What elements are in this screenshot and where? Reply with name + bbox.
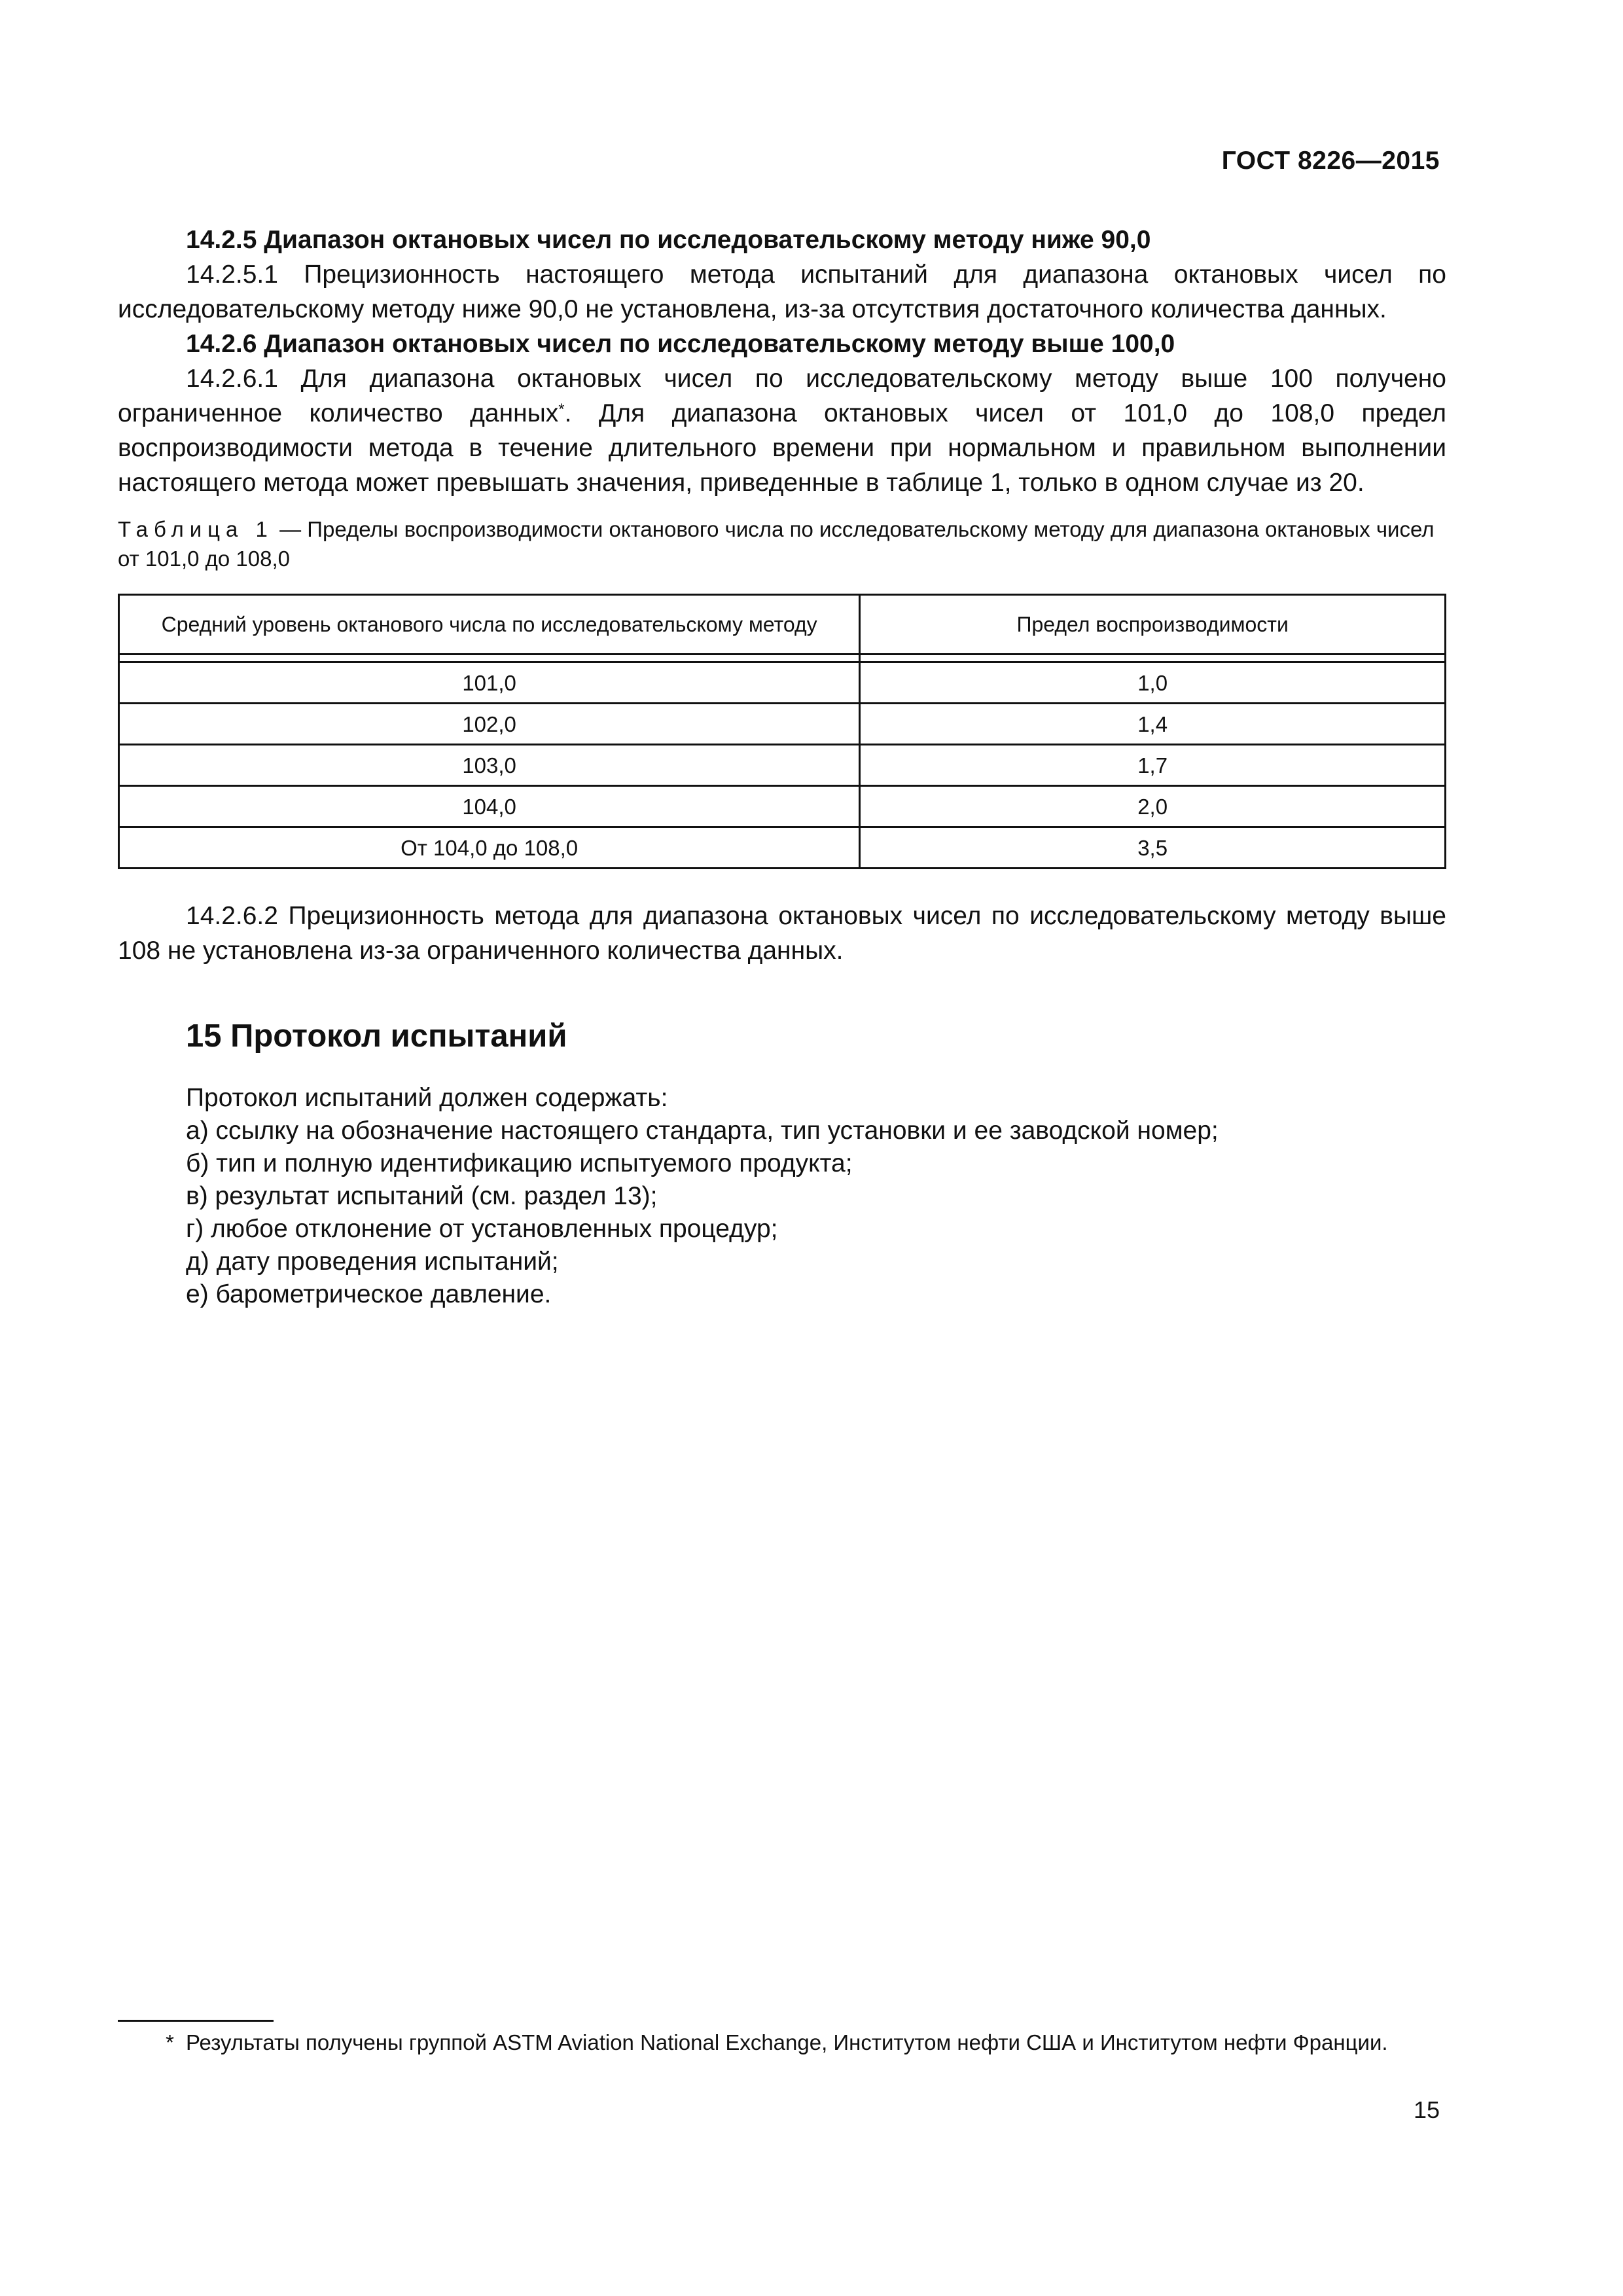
table-row: [119, 786, 1446, 827]
paragraph-14-2-6-1: [118, 361, 1446, 500]
table-row: [119, 704, 1446, 745]
footnote-divider: [118, 2020, 274, 2022]
table-cell-limit: 1,7: [860, 745, 1446, 786]
paragraph-14-2-6-2: 14.2.6.2 Прецизионность метода для диапазона октановых чисел по исследовательскому методу выше 108 не установлена из-за ограниченного количества данных.: [118, 902, 1446, 965]
table-cell-limit: 1,0: [860, 662, 1446, 704]
footnote: [118, 2028, 1446, 2057]
column-header-reproducibility: Предел воспроизводимости: [860, 595, 1446, 655]
paragraph-14-2-6-1-part-a: 14.2.6.1 Для диапазона октановых чисел по исследовательскому методу выше 100 получено ограниченное количество данных: [118, 365, 1446, 427]
heading-14-2-6: 14.2.6 Диапазон октановых чисел по исследовательскому методу выше 100,0: [186, 330, 1175, 358]
table-cell-limit: 1,4: [860, 704, 1446, 745]
footnote-reference[interactable]: *: [558, 401, 565, 418]
reproducibility-table: [118, 594, 1446, 869]
table-row: [119, 662, 1446, 704]
table-row: [119, 745, 1446, 786]
table-caption-text: — Пределы воспроизводимости октанового числа по исследовательскому методу для диапазона октановых чисел от 101,0 до 108,0: [118, 517, 1435, 571]
table-cell-mean: 103,0: [119, 745, 860, 786]
list-item: е) барометрическое давление.: [186, 1280, 552, 1308]
list-item: а) ссылку на обозначение настоящего стандарта, тип установки и ее заводской номер;: [186, 1117, 1219, 1145]
table-cell-mean: 102,0: [119, 704, 860, 745]
page-content: [118, 223, 1446, 1311]
heading-14-2-5: 14.2.5 Диапазон октановых чисел по исследовательскому методу ниже 90,0: [186, 226, 1151, 254]
table-caption: [118, 514, 1446, 573]
page-header: [0, 147, 1623, 186]
protocol-list: [186, 1082, 1446, 1311]
page-number: 15: [1413, 2096, 1440, 2123]
column-header-mean-octane: Средний уровень октанового числа по исследовательскому методу: [119, 595, 860, 655]
table-caption-label: Таблица 1: [118, 517, 274, 541]
table-cell-mean: 101,0: [119, 662, 860, 704]
table-cell-limit: 2,0: [860, 786, 1446, 827]
table-cell-limit: 3,5: [860, 827, 1446, 869]
list-item: б) тип и полную идентификацию испытуемого продукта;: [186, 1149, 853, 1177]
paragraph-14-2-6-1-part-b: . Для диапазона октановых чисел от 101,0 до 108,0 предел воспроизводимости метода в течение длительного времени при нормальном и правильном выполнении настоящего метода может превышать значения, приведенные в таблице 1, только в одном случае из 20.: [118, 399, 1446, 497]
list-item: д) дату проведения испытаний;: [186, 1247, 559, 1276]
table-header-separator: [119, 655, 1446, 662]
list-item: в) результат испытаний (см. раздел 13);: [186, 1182, 658, 1210]
table-header-row: [119, 595, 1446, 655]
paragraph-14-2-5-1: 14.2.5.1 Прецизионность настоящего метода испытаний для диапазона октановых чисел по исследовательскому методу ниже 90,0 не установлена, из-за отсутствия достаточного количества данных.: [118, 260, 1446, 323]
list-item: Протокол испытаний должен содержать:: [186, 1084, 668, 1112]
footnote-text: Результаты получены группой ASTM Aviation National Exchange, Институтом нефти США и Институтом нефти Франции.: [186, 2030, 1388, 2054]
standard-code: ГОСТ 8226—2015: [1221, 147, 1440, 175]
section-15-title: 15 Протокол испытаний: [186, 1018, 567, 1054]
table-cell-mean: 104,0: [119, 786, 860, 827]
table-row: [119, 827, 1446, 869]
footnote-mark: *: [166, 2030, 174, 2054]
table-cell-mean: От 104,0 до 108,0: [119, 827, 860, 869]
list-item: г) любое отклонение от установленных процедур;: [186, 1215, 778, 1243]
